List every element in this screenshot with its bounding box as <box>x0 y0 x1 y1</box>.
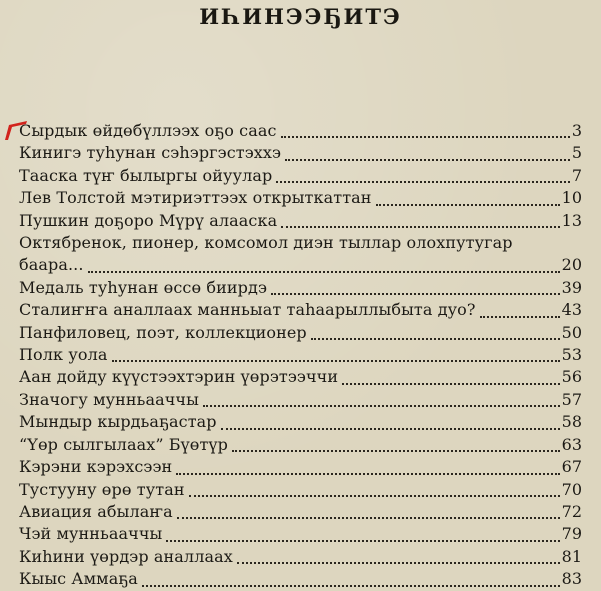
toc-leader-dots <box>281 210 559 228</box>
toc-entry-title: Сырдык өйдөбүллээх оҕо саас <box>19 121 277 140</box>
toc-entry-page: 10 <box>561 188 582 208</box>
toc-leader-dots <box>177 501 560 519</box>
toc-leader-dots <box>142 569 560 587</box>
toc-leader-dots <box>281 120 570 138</box>
toc-entry-page: 83 <box>561 569 582 589</box>
toc-entry-page: 39 <box>561 277 582 297</box>
toc-entry-title: Киһини үөрдэр аналлаах <box>19 546 233 566</box>
toc-entry-title: Тааска түҥ былыргы ойуулар <box>19 165 273 185</box>
toc-leader-dots <box>166 524 559 542</box>
toc-entry <box>19 277 582 299</box>
toc-entry <box>19 434 582 456</box>
toc-entry <box>19 456 582 478</box>
toc-entry-page: 7 <box>571 165 582 185</box>
toc-leader-dots <box>311 322 560 340</box>
toc-entry <box>19 389 582 411</box>
toc-entry-page: 56 <box>561 367 582 387</box>
toc-entry-multiline <box>19 232 582 277</box>
toc-entry-title: Мындыр кырдьаҕастар <box>19 412 217 432</box>
toc-leader-dots <box>232 434 560 452</box>
toc-leader-dots <box>88 255 560 273</box>
toc-leader-dots <box>342 367 560 385</box>
toc-entry <box>19 546 582 568</box>
toc-leader-dots <box>271 277 560 295</box>
toc-leader-dots <box>189 479 560 497</box>
toc-leader-dots <box>376 188 560 206</box>
toc-entry-title: Медаль туһунан өссө биирдэ <box>19 277 268 297</box>
toc-entry-page: 70 <box>561 479 582 499</box>
toc-entry-page: 67 <box>561 457 582 477</box>
toc-entry-title: Кэрэни кэрэхсээн <box>19 457 173 477</box>
toc-entry-page: 57 <box>561 389 582 409</box>
toc-entry-page: 79 <box>561 524 582 544</box>
toc-entry-page: 72 <box>561 501 582 521</box>
toc-entry-page: 20 <box>561 255 582 275</box>
toc-entry-page: 13 <box>561 210 582 230</box>
toc-entry <box>19 501 582 523</box>
toc-entry <box>19 120 582 142</box>
toc-leader-dots <box>203 389 560 407</box>
toc-entry-page: 58 <box>561 412 582 432</box>
page-title: ИҺИНЭЭҔИТЭ <box>199 4 402 29</box>
toc-entry <box>19 568 582 590</box>
toc-entry-page: 50 <box>561 322 582 342</box>
toc-entry <box>19 187 582 209</box>
toc-entry-page: 53 <box>561 345 582 365</box>
toc-entry-page: 81 <box>561 546 582 566</box>
toc-leader-dots <box>221 412 560 430</box>
toc-entry-title: Тустууну өрө тутан <box>19 479 185 499</box>
toc-entry <box>19 344 582 366</box>
toc-entry-title: Полк уола <box>19 345 108 365</box>
toc-leader-dots <box>176 457 559 475</box>
toc-entry-page: 3 <box>571 121 582 140</box>
toc-leader-dots <box>276 165 569 183</box>
toc-leader-dots <box>480 300 560 318</box>
toc-entry-page: 43 <box>561 300 582 320</box>
toc-entry <box>19 523 582 545</box>
table-of-contents <box>19 120 582 591</box>
toc-entry <box>19 411 582 433</box>
toc-entry-title: Пушкин доҕоро Мүрү алааска <box>19 210 278 230</box>
toc-entry-title: Лев Толстой мэтириэттээх открыткаттан <box>19 188 372 208</box>
toc-leader-dots <box>112 344 560 362</box>
toc-entry-title: Кинигэ туһунан сэһэргэстэххэ <box>19 143 282 163</box>
toc-entry-title: Панфиловец, поэт, коллекционер <box>19 322 307 342</box>
toc-entry-title: баара... <box>19 255 84 275</box>
toc-entry-title: “Үөр сылгылаах” Бүөтүр <box>19 434 228 454</box>
toc-entry-title: Значогу мунньааччы <box>19 389 199 409</box>
toc-entry-page: 63 <box>561 434 582 454</box>
toc-leader-dots <box>237 546 560 564</box>
toc-entry <box>19 254 582 276</box>
toc-entry-title: Авиация абылаҥа <box>19 501 173 521</box>
toc-entry-title: Кыыс Аммаҕа <box>19 569 138 589</box>
toc-entry <box>19 366 582 388</box>
toc-entry-line <box>19 232 582 254</box>
toc-entry <box>19 479 582 501</box>
toc-entry-title-line1: Октябренок, пионер, комсомол диэн тыллар олохпутугар <box>19 233 513 253</box>
toc-entry <box>19 210 582 232</box>
toc-entry-title: Сталиҥҥа аналлаах манньыат таһаарыллыбыта дуо? <box>19 300 476 320</box>
toc-entry-title: Чэй мунньааччы <box>19 524 163 544</box>
toc-entry <box>19 165 582 187</box>
toc-leader-dots <box>285 143 570 161</box>
toc-entry <box>19 322 582 344</box>
toc-entry-title: Аан дойду күүстээхтэрин үөрэтээччи <box>19 367 339 387</box>
toc-entry-page: 5 <box>571 143 582 163</box>
toc-entry <box>19 142 582 164</box>
toc-entry <box>19 299 582 321</box>
